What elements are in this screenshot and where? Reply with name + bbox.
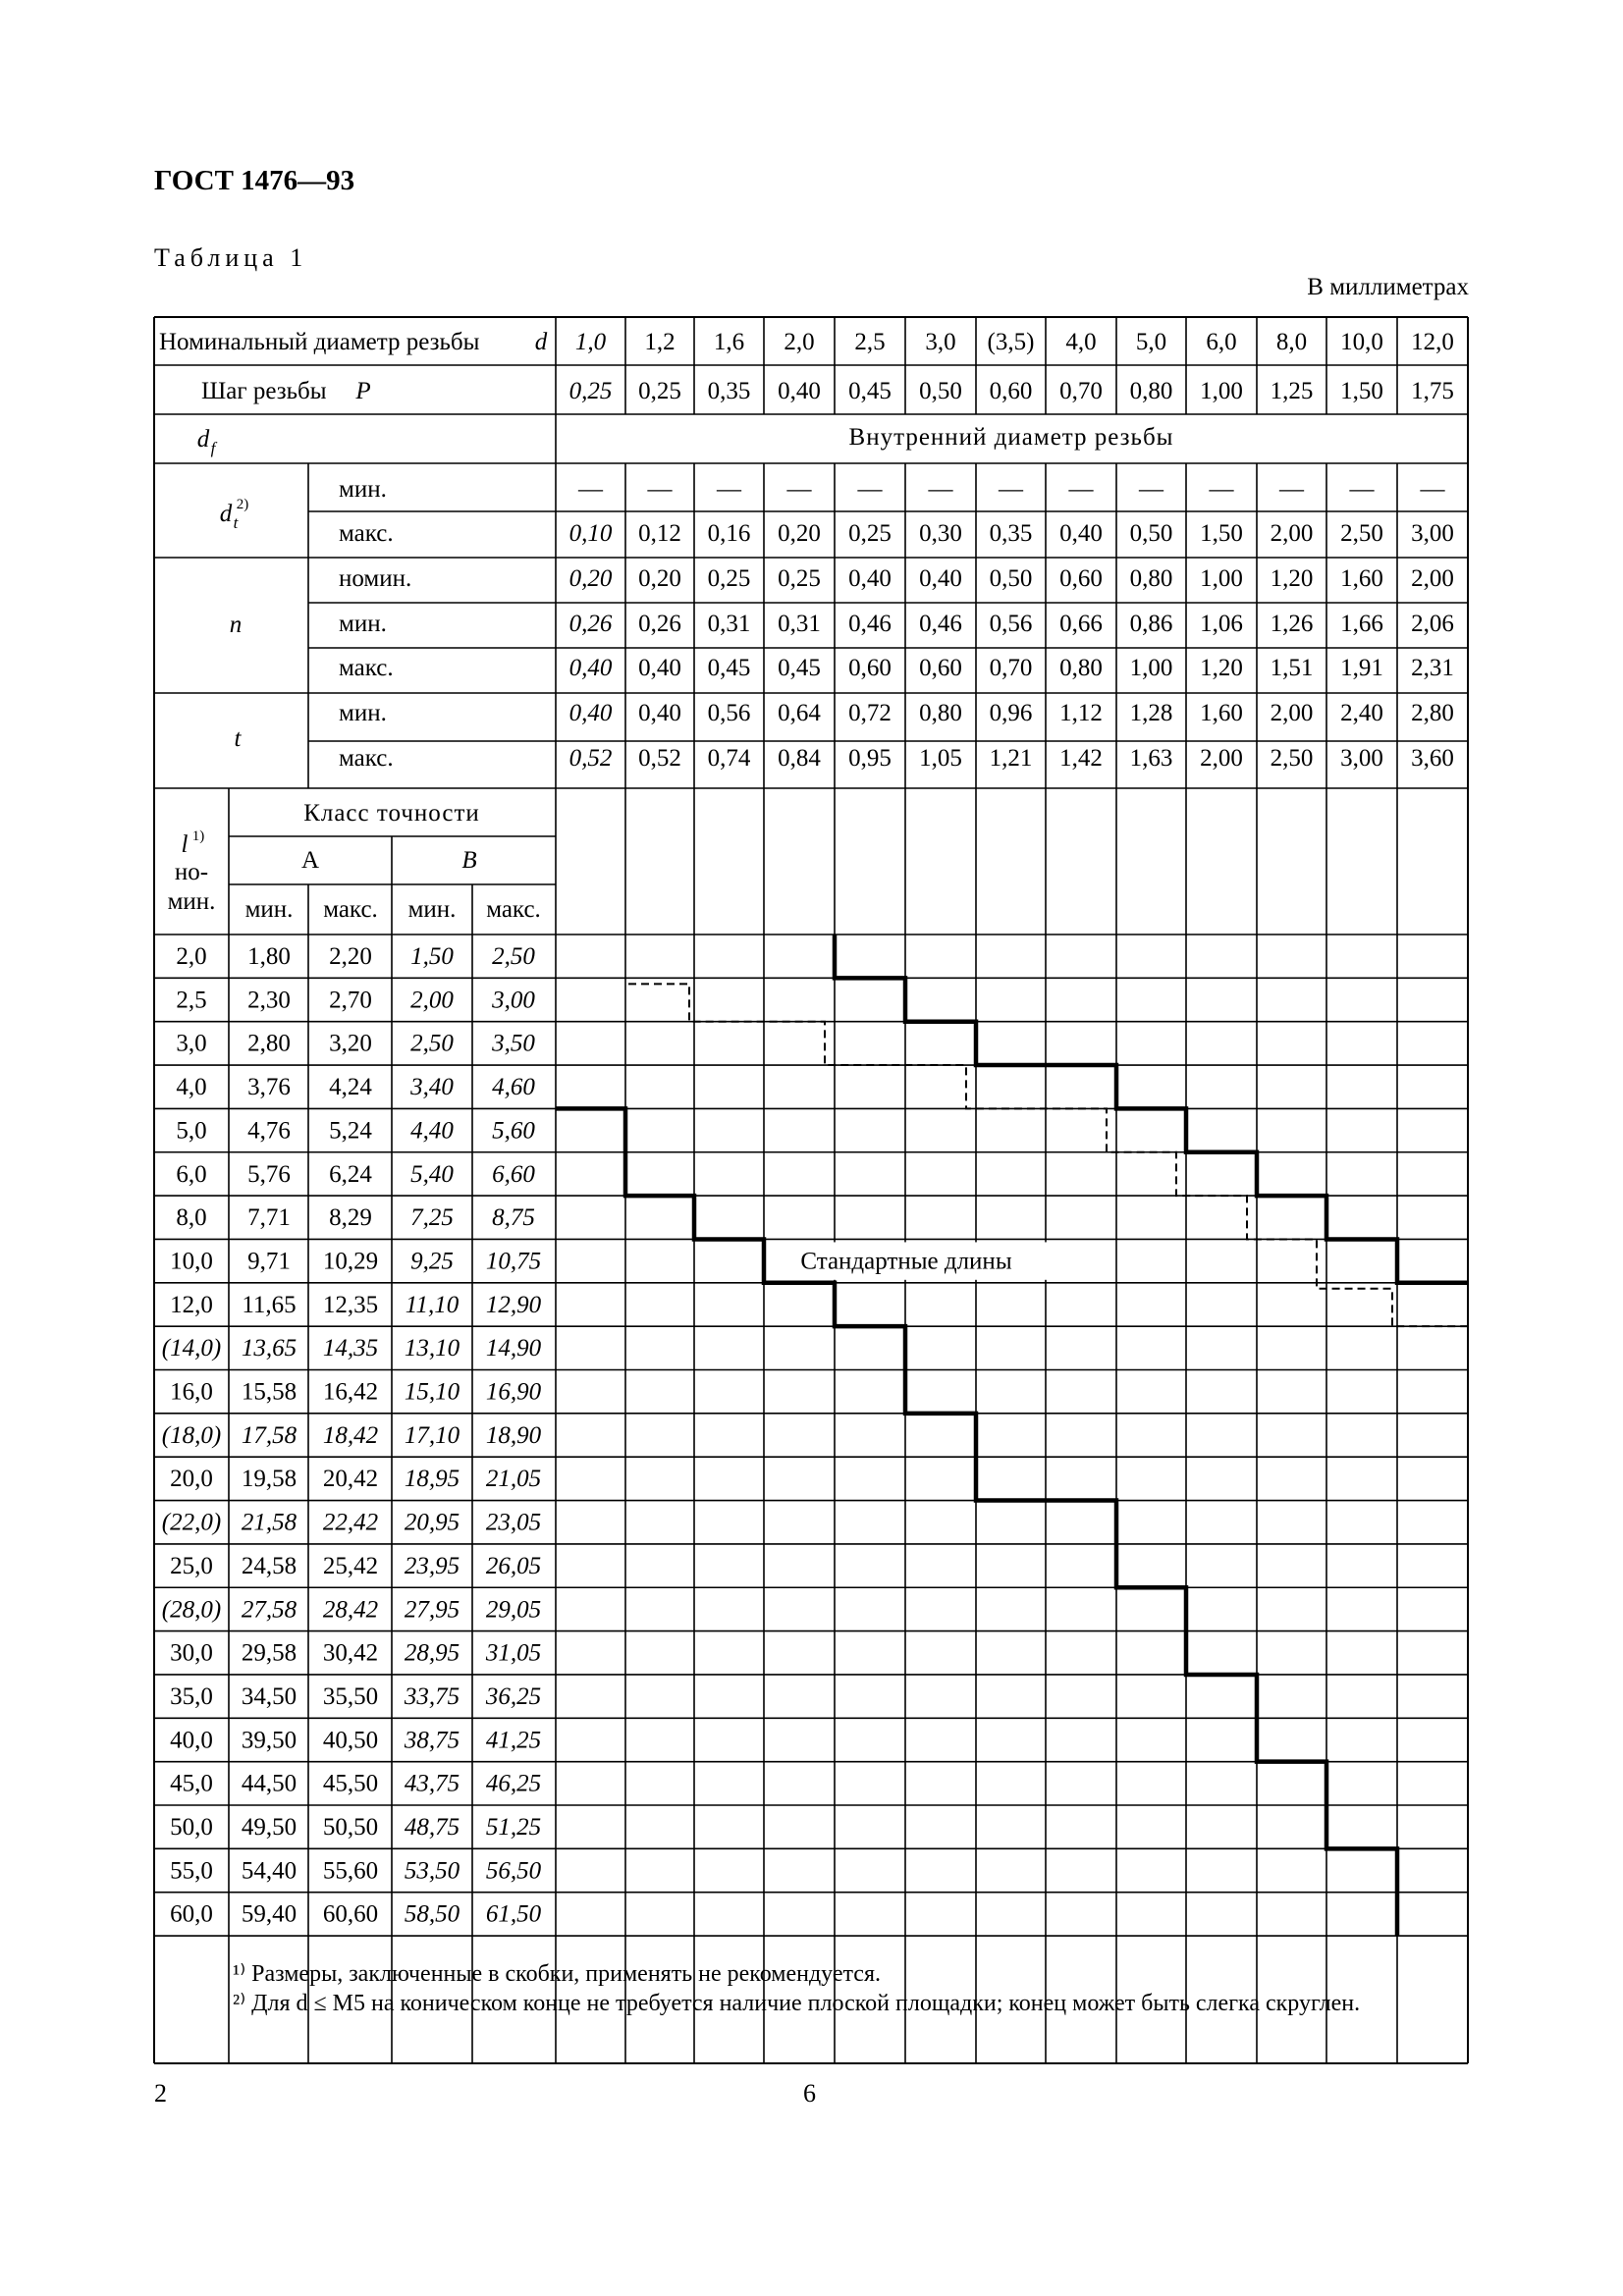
length-a-max: 55,60 [322, 1857, 379, 1885]
units-note: В миллиметрах [1307, 274, 1469, 300]
length-b-max: 3,50 [492, 1030, 535, 1057]
t-max-value: 2,00 [1200, 745, 1243, 772]
length-b-max: 10,75 [485, 1248, 542, 1275]
dt-max-value: 0,12 [638, 520, 681, 547]
length-b-min: 53,50 [404, 1857, 460, 1885]
dt-max-label: макс. [339, 520, 394, 547]
t-max-value: 2,50 [1270, 745, 1314, 772]
dt-min-label: мин. [339, 476, 387, 503]
length-b-min: 5,40 [410, 1160, 454, 1188]
t-min-value: 0,96 [989, 700, 1033, 726]
pitch-value: 1,75 [1411, 378, 1454, 404]
t-min-value: 0,64 [778, 700, 821, 726]
t-min-value: 0,40 [638, 700, 681, 726]
n-max-value: 0,40 [568, 655, 613, 681]
length-b-min: 3,40 [410, 1074, 454, 1101]
t-max-value: 3,60 [1411, 745, 1454, 772]
l-nominal-label: но- [174, 859, 209, 885]
length-a-max: 25,42 [322, 1552, 379, 1579]
diameter-value: 2,5 [854, 329, 886, 355]
length-a-min: 4,76 [247, 1117, 291, 1145]
length-a-min: 3,76 [247, 1074, 291, 1101]
length-b-max: 26,05 [485, 1552, 542, 1579]
diameter-value: 2,0 [784, 329, 815, 355]
length-nominal: 30,0 [170, 1639, 213, 1667]
t-max-value: 1,05 [919, 745, 962, 772]
length-b-max: 6,60 [492, 1160, 535, 1188]
n-min-value: 0,46 [848, 611, 892, 637]
n-nom-value: 1,60 [1340, 565, 1383, 592]
t-min-value: 1,12 [1059, 700, 1103, 726]
pitch-value: 1,50 [1340, 378, 1383, 404]
n-nom-value: 0,25 [778, 565, 821, 592]
diameter-value: 1,6 [713, 329, 745, 355]
dt-max-value: 0,50 [1129, 520, 1173, 547]
length-nominal: 3,0 [176, 1030, 207, 1057]
n-max-value: 1,51 [1270, 655, 1314, 681]
length-a-max: 50,50 [322, 1814, 379, 1841]
length-b-min: 27,95 [404, 1596, 460, 1624]
n-min-value: 2,06 [1411, 611, 1454, 637]
l-label: l [181, 831, 189, 858]
n-min-value: 0,26 [638, 611, 681, 637]
pitch-value: 0,25 [568, 378, 613, 404]
length-a-min: 2,80 [247, 1030, 291, 1057]
length-b-min: 17,10 [404, 1421, 460, 1449]
length-nominal: 40,0 [170, 1727, 213, 1754]
diameter-value: 12,0 [1411, 329, 1454, 355]
n-nom-value: 0,20 [568, 565, 613, 592]
length-b-min: 58,50 [404, 1900, 460, 1928]
diameter-value: 10,0 [1340, 329, 1383, 355]
row-label-pitch-var: P [355, 378, 371, 404]
t-max-value: 1,42 [1059, 745, 1103, 772]
length-b-min: 33,75 [404, 1682, 460, 1710]
dt-subscript: t [233, 513, 239, 532]
footnote-1: ¹⁾ Размеры, заключенные в скобки, применять не рекомендуется. [233, 1961, 881, 1987]
length-b-max: 46,25 [485, 1770, 542, 1797]
length-b-min: 15,10 [404, 1378, 460, 1406]
dt-min-value: — [1420, 476, 1445, 503]
n-nom-value: 0,50 [989, 565, 1033, 592]
length-nominal: 2,0 [176, 943, 207, 970]
dt-min-value: — [1139, 476, 1163, 503]
n-max-value: 0,45 [707, 655, 751, 681]
length-a-max: 30,42 [322, 1639, 379, 1667]
n-nom-value: 1,20 [1270, 565, 1314, 592]
length-b-max: 56,50 [485, 1857, 542, 1885]
dt-max-value: 0,10 [568, 520, 613, 547]
length-a-max: 10,29 [322, 1248, 379, 1275]
row-label-diameter-var: d [534, 329, 548, 355]
length-b-min: 1,50 [410, 943, 454, 970]
diameter-value: 6,0 [1206, 329, 1237, 355]
length-b-min: 11,10 [405, 1291, 460, 1318]
length-a-min: 15,58 [241, 1378, 298, 1406]
row-label-pitch: Шаг резьбы [201, 378, 327, 404]
df-description: Внутренний диаметр резьбы [848, 424, 1174, 451]
length-a-max: 60,60 [322, 1900, 379, 1928]
n-min-value: 0,66 [1059, 611, 1103, 637]
t-min-value: 2,00 [1270, 700, 1314, 726]
length-a-max: 28,42 [322, 1596, 379, 1624]
length-a-min: 13,65 [241, 1335, 298, 1362]
dt-min-value: — [928, 476, 953, 503]
pitch-value: 0,25 [638, 378, 681, 404]
t-min-value: 1,28 [1129, 700, 1173, 726]
dt-min-value: — [1349, 476, 1375, 503]
pitch-value: 0,70 [1059, 378, 1103, 404]
length-nominal: 2,5 [176, 987, 207, 1014]
length-b-min: 43,75 [404, 1770, 460, 1797]
dt-max-value: 0,20 [778, 520, 821, 547]
length-b-max: 41,25 [485, 1727, 542, 1754]
length-a-max: 4,24 [329, 1074, 372, 1101]
length-b-min: 13,10 [404, 1335, 460, 1362]
length-a-min: 27,58 [241, 1596, 298, 1624]
t-label: t [234, 725, 242, 752]
length-a-min: 2,30 [247, 987, 291, 1014]
length-nominal: 25,0 [170, 1552, 213, 1579]
dt-max-value: 0,25 [848, 520, 892, 547]
n-max-value: 1,91 [1340, 655, 1383, 681]
length-b-max: 18,90 [485, 1421, 542, 1449]
n-max-value: 2,31 [1411, 655, 1454, 681]
n-max-value: 1,20 [1200, 655, 1243, 681]
length-a-max: 2,20 [329, 943, 372, 970]
length-nominal: 10,0 [170, 1248, 213, 1275]
dt-min-value: — [999, 476, 1023, 503]
diameter-value: 4,0 [1065, 329, 1097, 355]
length-a-min: 19,58 [241, 1466, 298, 1493]
diameter-value: 1,0 [574, 329, 607, 355]
diameter-value: 1,2 [644, 329, 676, 355]
pitch-value: 0,45 [848, 378, 892, 404]
pitch-value: 1,00 [1200, 378, 1243, 404]
n-min-value: 0,46 [919, 611, 962, 637]
l-superscript: 1) [191, 828, 205, 844]
t-max-value: 0,84 [778, 745, 821, 772]
table-label: Таблица 1 [154, 243, 308, 272]
length-b-min: 4,40 [410, 1117, 454, 1145]
dt-min-value: — [786, 476, 812, 503]
df-subscript: f [210, 439, 216, 457]
length-b-min: 2,00 [410, 987, 454, 1014]
length-b-max: 29,05 [485, 1596, 542, 1624]
class-b-label: B [461, 847, 477, 874]
n-max-value: 1,00 [1129, 655, 1173, 681]
n-nom-value: 0,20 [638, 565, 681, 592]
t-max-value: 0,74 [707, 745, 751, 772]
dt-min-value: — [1279, 476, 1304, 503]
n-nom-value: 0,60 [1059, 565, 1103, 592]
length-a-max: 18,42 [322, 1421, 379, 1449]
length-a-min: 54,40 [241, 1857, 298, 1885]
diameter-value: 5,0 [1135, 329, 1167, 355]
dt-superscript: 2) [236, 497, 249, 512]
length-b-max: 4,60 [492, 1074, 535, 1101]
class-a-label: А [300, 847, 320, 874]
length-nominal: (28,0) [161, 1596, 222, 1624]
standard-lengths-label: Стандартные длины [800, 1248, 1012, 1275]
dt-max-value: 3,00 [1411, 520, 1454, 547]
length-nominal: 16,0 [170, 1378, 213, 1406]
length-nominal: 4,0 [176, 1074, 207, 1101]
length-b-min: 7,25 [410, 1204, 454, 1232]
length-nominal: 50,0 [170, 1814, 213, 1841]
length-b-min: 28,95 [404, 1639, 460, 1667]
length-nominal: (18,0) [161, 1421, 222, 1449]
length-b-max: 5,60 [492, 1117, 535, 1145]
t-min-value: 0,80 [919, 700, 962, 726]
length-a-max: 6,24 [329, 1160, 372, 1188]
length-a-min: 21,58 [241, 1509, 298, 1536]
n-min-value: 1,66 [1340, 611, 1383, 637]
dt-max-value: 0,30 [919, 520, 962, 547]
dt-max-value: 1,50 [1200, 520, 1243, 547]
n-label: n [229, 612, 243, 638]
length-a-max: 16,42 [322, 1378, 379, 1406]
n-nom-value: 0,25 [707, 565, 751, 592]
n-nom-value: 2,00 [1411, 565, 1454, 592]
class-a-min-label: мин. [244, 896, 294, 923]
n-min-value: 0,86 [1129, 611, 1173, 637]
n-min-label: мин. [339, 611, 387, 637]
t-min-value: 2,80 [1411, 700, 1454, 726]
n-max-value: 0,45 [778, 655, 821, 681]
dt-max-value: 0,40 [1059, 520, 1103, 547]
length-b-min: 48,75 [404, 1814, 460, 1841]
length-a-min: 17,58 [241, 1421, 298, 1449]
length-a-max: 22,42 [322, 1509, 379, 1536]
pitch-value: 1,25 [1270, 378, 1314, 404]
pitch-value: 0,60 [989, 378, 1033, 404]
length-a-max: 14,35 [322, 1335, 379, 1362]
length-b-min: 2,50 [410, 1030, 454, 1057]
length-nominal: (22,0) [161, 1509, 222, 1536]
length-b-max: 61,50 [485, 1900, 542, 1928]
length-a-min: 5,76 [247, 1160, 291, 1188]
length-nominal: 5,0 [176, 1117, 207, 1145]
t-max-value: 0,52 [568, 745, 613, 772]
accuracy-class-label: Класс точности [303, 800, 480, 827]
length-a-max: 20,42 [322, 1466, 379, 1493]
length-b-max: 2,50 [492, 943, 535, 970]
length-b-min: 9,25 [410, 1248, 454, 1275]
length-b-max: 12,90 [485, 1291, 542, 1318]
length-a-max: 35,50 [322, 1682, 379, 1710]
n-nom-value: 1,00 [1200, 565, 1243, 592]
t-min-value: 1,60 [1200, 700, 1243, 726]
dt-max-value: 0,35 [989, 520, 1033, 547]
t-min-value: 0,40 [568, 700, 613, 726]
df-label: d [196, 426, 210, 453]
dt-min-value: — [717, 476, 741, 503]
diameter-value: 8,0 [1275, 329, 1308, 355]
length-nominal: 60,0 [170, 1900, 213, 1928]
length-b-min: 38,75 [404, 1727, 460, 1754]
diameter-value: (3,5) [987, 329, 1035, 355]
length-nominal: 12,0 [170, 1291, 213, 1318]
page-number-left: 2 [154, 2079, 167, 2108]
length-a-min: 24,58 [241, 1552, 298, 1579]
length-a-min: 34,50 [241, 1682, 298, 1710]
length-b-max: 21,05 [485, 1466, 542, 1493]
class-b-max-label: макс. [486, 896, 541, 923]
length-nominal: 55,0 [170, 1857, 213, 1885]
t-max-label: макс. [339, 745, 394, 772]
length-a-min: 39,50 [241, 1727, 298, 1754]
length-b-max: 31,05 [485, 1639, 542, 1667]
length-a-min: 29,58 [241, 1639, 298, 1667]
t-max-value: 0,95 [848, 745, 892, 772]
length-b-max: 8,75 [492, 1204, 535, 1232]
length-b-max: 14,90 [485, 1335, 542, 1362]
dt-min-value: — [578, 476, 603, 503]
n-max-value: 0,40 [638, 655, 681, 681]
n-max-value: 0,60 [919, 655, 962, 681]
t-max-value: 1,63 [1129, 745, 1173, 772]
t-max-value: 0,52 [638, 745, 681, 772]
t-min-value: 2,40 [1340, 700, 1383, 726]
row-label-diameter: Номинальный диаметр резьбы [159, 329, 480, 355]
dt-label: d [219, 501, 233, 527]
length-a-min: 59,40 [241, 1900, 298, 1928]
length-nominal: 20,0 [170, 1466, 213, 1493]
pitch-value: 0,80 [1129, 378, 1173, 404]
length-b-max: 51,25 [485, 1814, 542, 1841]
n-max-value: 0,70 [989, 655, 1033, 681]
length-a-min: 44,50 [241, 1770, 298, 1797]
t-min-label: мин. [339, 700, 387, 726]
n-min-value: 0,26 [568, 611, 613, 637]
n-nom-value: 0,40 [848, 565, 892, 592]
t-max-value: 1,21 [989, 745, 1033, 772]
length-a-max: 45,50 [322, 1770, 379, 1797]
length-nominal: 45,0 [170, 1770, 213, 1797]
length-a-min: 9,71 [247, 1248, 291, 1275]
dt-min-value: — [647, 476, 673, 503]
n-nom-value: 0,80 [1129, 565, 1173, 592]
n-min-value: 0,56 [989, 611, 1033, 637]
length-a-max: 2,70 [329, 987, 372, 1014]
length-b-min: 23,95 [404, 1552, 460, 1579]
page-number-center: 6 [803, 2079, 816, 2108]
length-a-min: 49,50 [241, 1814, 298, 1841]
pitch-value: 0,40 [778, 378, 821, 404]
class-a-max-label: макс. [323, 896, 378, 923]
n-min-value: 1,06 [1200, 611, 1243, 637]
t-min-value: 0,72 [848, 700, 892, 726]
pitch-value: 0,50 [919, 378, 962, 404]
dt-max-value: 2,00 [1270, 520, 1314, 547]
length-a-max: 12,35 [322, 1291, 379, 1318]
length-a-min: 11,65 [242, 1291, 297, 1318]
n-max-label: макс. [339, 655, 394, 681]
length-b-max: 3,00 [492, 987, 535, 1014]
length-b-min: 18,95 [404, 1466, 460, 1493]
length-a-min: 1,80 [247, 943, 291, 970]
n-min-value: 1,26 [1270, 611, 1314, 637]
length-nominal: 35,0 [170, 1682, 213, 1710]
n-max-value: 0,80 [1059, 655, 1103, 681]
length-b-max: 36,25 [485, 1682, 542, 1710]
n-max-value: 0,60 [848, 655, 892, 681]
length-a-max: 40,50 [322, 1727, 379, 1754]
t-min-value: 0,56 [707, 700, 751, 726]
t-max-value: 3,00 [1340, 745, 1383, 772]
dt-min-value: — [1068, 476, 1094, 503]
dt-min-value: — [857, 476, 883, 503]
dt-max-value: 2,50 [1340, 520, 1383, 547]
n-min-value: 0,31 [707, 611, 751, 637]
length-nominal: 6,0 [176, 1160, 207, 1188]
length-b-max: 23,05 [485, 1509, 542, 1536]
dt-min-value: — [1209, 476, 1234, 503]
length-nominal: (14,0) [161, 1335, 222, 1362]
footnote-2: ²⁾ Для d ≤ M5 на коническом конце не требуется наличие плоской площадки; конец может быть слегка скруглен. [233, 1991, 1361, 2016]
length-a-max: 5,24 [329, 1117, 372, 1145]
length-b-max: 16,90 [485, 1378, 542, 1406]
length-a-max: 3,20 [329, 1030, 372, 1057]
class-b-min-label: мин. [407, 896, 457, 923]
length-nominal: 8,0 [176, 1204, 207, 1232]
document-title: ГОСТ 1476—93 [154, 165, 355, 196]
l-nominal-label: мин. [167, 888, 216, 915]
diameter-value: 3,0 [925, 329, 956, 355]
pitch-value: 0,35 [707, 378, 751, 404]
length-b-min: 20,95 [404, 1509, 460, 1536]
dt-max-value: 0,16 [707, 520, 751, 547]
length-a-max: 8,29 [329, 1204, 372, 1232]
length-a-min: 7,71 [247, 1204, 291, 1232]
n-nom-value: 0,40 [919, 565, 962, 592]
n-nom-label: номин. [339, 565, 412, 592]
n-min-value: 0,31 [778, 611, 821, 637]
